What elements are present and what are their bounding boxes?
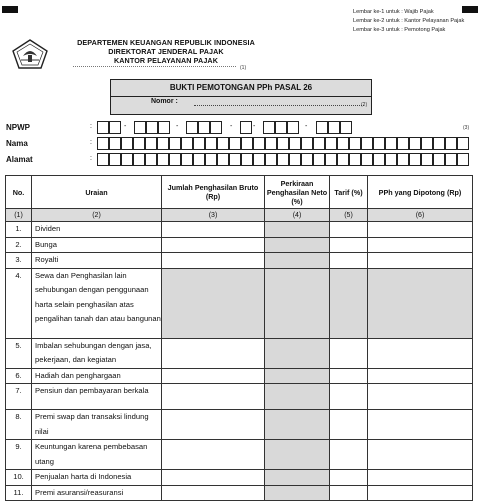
nama-box[interactable] (361, 137, 373, 150)
npwp-colon: : (90, 123, 92, 130)
nama-box[interactable] (301, 137, 313, 150)
cell-pph[interactable] (368, 338, 473, 368)
nama-box[interactable] (373, 137, 385, 150)
alamat-box[interactable] (373, 153, 385, 166)
nama-box[interactable] (121, 137, 133, 150)
npwp-dash-5: - (305, 123, 308, 130)
marker-2: (2) (361, 102, 368, 108)
header-uraian: Uraian (32, 176, 162, 209)
nama-box[interactable] (421, 137, 433, 150)
cell-tarif[interactable] (330, 237, 368, 253)
table-row (6, 384, 473, 410)
npwp-box[interactable] (198, 121, 210, 134)
cell-tarif[interactable] (330, 440, 368, 470)
header-departemen: DEPARTEMEN KEUANGAN REPUBLIK INDONESIA (77, 38, 255, 47)
cell-tarif[interactable] (330, 410, 368, 440)
table-row (6, 440, 473, 470)
npwp-box[interactable] (287, 121, 299, 134)
npwp-box[interactable] (316, 121, 328, 134)
nama-box[interactable] (433, 137, 445, 150)
alamat-box[interactable] (313, 153, 325, 166)
cell-bruto[interactable] (162, 222, 265, 238)
nama-box[interactable] (457, 137, 469, 150)
alamat-box[interactable] (277, 153, 289, 166)
header-kantor: KANTOR PELAYANAN PAJAK (113, 56, 219, 65)
npwp-dash-1: - (124, 123, 127, 130)
alamat-box[interactable] (421, 153, 433, 166)
cell-neto[interactable] (265, 410, 330, 440)
cell-bruto[interactable] (162, 237, 265, 253)
cell-neto[interactable] (265, 440, 330, 470)
alamat-colon: : (90, 155, 92, 162)
alamat-box[interactable] (193, 153, 205, 166)
alamat-box[interactable] (157, 153, 169, 166)
alamat-box[interactable] (397, 153, 409, 166)
row-no: 3. (6, 253, 32, 269)
cell-bruto[interactable] (162, 338, 265, 368)
row-no: 10. (6, 470, 32, 486)
row-uraian: Premi swap dan transaksi lindung nilai (32, 410, 162, 440)
header-bruto: Jumlah Penghasilan Bruto (Rp) (162, 176, 265, 209)
cell-bruto[interactable] (162, 384, 265, 410)
row-no: 7. (6, 384, 32, 410)
colnum-6: (6) (368, 209, 473, 222)
npwp-box[interactable] (109, 121, 121, 134)
table-header-row (6, 176, 473, 209)
alamat-box[interactable] (217, 153, 229, 166)
cell-neto[interactable] (265, 268, 330, 338)
cell-neto[interactable] (265, 384, 330, 410)
row-uraian: Penjualan harta di Indonesia (32, 470, 162, 486)
alamat-box[interactable] (229, 153, 241, 166)
alamat-box[interactable] (181, 153, 193, 166)
alamat-box[interactable] (265, 153, 277, 166)
marker-1: (1) (240, 65, 247, 71)
lembar-3: Lembar ke-3 untuk : Pemotong Pajak (353, 27, 446, 33)
nama-box[interactable] (157, 137, 169, 150)
npwp-box[interactable] (275, 121, 287, 134)
nama-box[interactable] (277, 137, 289, 150)
colnum-4: (4) (265, 209, 330, 222)
cell-pph[interactable] (368, 470, 473, 486)
table-row (6, 268, 473, 338)
cell-neto[interactable] (265, 253, 330, 269)
row-uraian: Keuntungan karena pembebasan utang (32, 440, 162, 470)
alamat-box[interactable] (109, 153, 121, 166)
colnum-3: (3) (162, 209, 265, 222)
alamat-box[interactable] (253, 153, 265, 166)
npwp-dash-2: - (176, 123, 179, 130)
row-uraian: Bunga (32, 237, 162, 253)
nama-box[interactable] (409, 137, 421, 150)
table-row (6, 222, 473, 238)
nama-box[interactable] (445, 137, 457, 150)
alamat-box[interactable] (301, 153, 313, 166)
cell-pph[interactable] (368, 368, 473, 384)
table-row (6, 253, 473, 269)
table-colnum-row (6, 209, 473, 222)
npwp-box[interactable] (263, 121, 275, 134)
alamat-label: Alamat (6, 155, 33, 164)
alamat-box[interactable] (133, 153, 145, 166)
alamat-box[interactable] (121, 153, 133, 166)
npwp-box[interactable] (340, 121, 352, 134)
header-no: No. (6, 176, 32, 209)
npwp-box[interactable] (240, 121, 252, 134)
npwp-box[interactable] (146, 121, 158, 134)
cell-neto[interactable] (265, 338, 330, 368)
npwp-box[interactable] (210, 121, 222, 134)
nama-box[interactable] (313, 137, 325, 150)
cell-tarif[interactable] (330, 470, 368, 486)
alamat-box[interactable] (385, 153, 397, 166)
alamat-box[interactable] (325, 153, 337, 166)
row-no: 1. (6, 222, 32, 238)
alamat-box[interactable] (205, 153, 217, 166)
nomor-field[interactable] (194, 105, 364, 106)
row-uraian: Royalti (32, 253, 162, 269)
header-pph: PPh yang Dipotong (Rp) (368, 176, 473, 209)
nama-box[interactable] (169, 137, 181, 150)
cell-neto[interactable] (265, 368, 330, 384)
row-no: 9. (6, 440, 32, 470)
row-no: 11. (6, 485, 32, 501)
row-no: 8. (6, 410, 32, 440)
npwp-box[interactable] (97, 121, 109, 134)
header-direktorat: DIREKTORAT JENDERAL PAJAK (108, 47, 224, 56)
cell-tarif[interactable] (330, 268, 368, 338)
corner-mark-left (2, 6, 18, 13)
alamat-box[interactable] (169, 153, 181, 166)
colnum-2: (2) (32, 209, 162, 222)
form-title: BUKTI PEMOTONGAN PPh PASAL 26 (111, 80, 371, 97)
nama-box[interactable] (229, 137, 241, 150)
table-row (6, 485, 473, 501)
row-uraian: Dividen (32, 222, 162, 238)
nama-box[interactable] (253, 137, 265, 150)
cell-pph[interactable] (368, 410, 473, 440)
cell-pph[interactable] (368, 440, 473, 470)
alamat-box[interactable] (361, 153, 373, 166)
npwp-label: NPWP (6, 123, 30, 132)
row-no: 5. (6, 338, 32, 368)
alamat-box[interactable] (409, 153, 421, 166)
cell-neto[interactable] (265, 470, 330, 486)
nama-box[interactable] (97, 137, 109, 150)
nama-label: Nama (6, 139, 28, 148)
npwp-dash-4: - (253, 123, 256, 130)
cell-bruto[interactable] (162, 440, 265, 470)
npwp-box[interactable] (328, 121, 340, 134)
npwp-box[interactable] (186, 121, 198, 134)
cell-neto[interactable] (265, 222, 330, 238)
row-no: 2. (6, 237, 32, 253)
title-box (110, 79, 372, 115)
table-row (6, 470, 473, 486)
nama-box[interactable] (241, 137, 253, 150)
nama-box[interactable] (337, 137, 349, 150)
row-uraian: Pensiun dan pembayaran berkala (32, 384, 162, 410)
table-row (6, 237, 473, 253)
nama-box[interactable] (181, 137, 193, 150)
nama-box[interactable] (145, 137, 157, 150)
cell-bruto[interactable] (162, 253, 265, 269)
cell-tarif[interactable] (330, 338, 368, 368)
npwp-box[interactable] (134, 121, 146, 134)
alamat-box[interactable] (289, 153, 301, 166)
nama-box[interactable] (349, 137, 361, 150)
nama-box[interactable] (109, 137, 121, 150)
cell-pph[interactable] (368, 222, 473, 238)
nama-box[interactable] (205, 137, 217, 150)
colnum-5: (5) (330, 209, 368, 222)
row-uraian: Hadiah dan penghargaan (32, 368, 162, 384)
alamat-box[interactable] (457, 153, 469, 166)
nama-box[interactable] (397, 137, 409, 150)
cell-neto[interactable] (265, 237, 330, 253)
row-no: 4. (6, 268, 32, 338)
alamat-box[interactable] (433, 153, 445, 166)
cell-tarif[interactable] (330, 384, 368, 410)
nama-box[interactable] (385, 137, 397, 150)
cell-bruto[interactable] (162, 485, 265, 501)
cell-tarif[interactable] (330, 222, 368, 238)
cell-tarif[interactable] (330, 485, 368, 501)
cell-tarif[interactable] (330, 253, 368, 269)
npwp-dash-3: - (230, 123, 233, 130)
nama-box[interactable] (133, 137, 145, 150)
alamat-box[interactable] (349, 153, 361, 166)
lembar-1: Lembar ke-1 untuk : Wajib Pajak (353, 9, 434, 15)
cell-pph[interactable] (368, 485, 473, 501)
cell-bruto[interactable] (162, 410, 265, 440)
row-uraian: Imbalan sehubungan dengan jasa, pekerjaan, dan kegiatan (32, 338, 162, 368)
corner-mark-right (462, 6, 478, 13)
table-row (6, 410, 473, 440)
kpp-dotted-line[interactable] (73, 66, 236, 67)
income-table (5, 175, 473, 501)
cell-pph[interactable] (368, 384, 473, 410)
nama-box[interactable] (325, 137, 337, 150)
garuda-emblem-icon (10, 38, 50, 70)
alamat-box[interactable] (445, 153, 457, 166)
nama-box[interactable] (193, 137, 205, 150)
alamat-box[interactable] (145, 153, 157, 166)
cell-pph[interactable] (368, 253, 473, 269)
table-row (6, 338, 473, 368)
cell-bruto[interactable] (162, 470, 265, 486)
nama-box[interactable] (265, 137, 277, 150)
lembar-2: Lembar ke-2 untuk : Kantor Pelayanan Pajak (353, 18, 465, 24)
nama-colon: : (90, 139, 92, 146)
row-uraian: Premi asuransi/reasuransi (32, 485, 162, 501)
marker-3: (3) (463, 125, 470, 131)
header-tarif: Tarif (%) (330, 176, 368, 209)
cell-bruto[interactable] (162, 368, 265, 384)
cell-neto[interactable] (265, 485, 330, 501)
npwp-box[interactable] (158, 121, 170, 134)
table-row (6, 368, 473, 384)
header-neto: Perkiraan Penghasilan Neto (%) (265, 176, 330, 209)
nomor-label: Nomor : (151, 98, 178, 105)
colnum-1: (1) (6, 209, 32, 222)
alamat-box[interactable] (337, 153, 349, 166)
row-uraian: Sewa dan Penghasilan lain sehubungan dengan penggunaan harta selain penghasilan atas pengalihan tanah dan atau bangunan (32, 268, 162, 338)
nama-box[interactable] (217, 137, 229, 150)
row-no: 6. (6, 368, 32, 384)
nama-box[interactable] (289, 137, 301, 150)
alamat-box[interactable] (241, 153, 253, 166)
alamat-box[interactable] (97, 153, 109, 166)
cell-bruto[interactable] (162, 268, 265, 338)
cell-pph[interactable] (368, 237, 473, 253)
cell-pph[interactable] (368, 268, 473, 338)
cell-tarif[interactable] (330, 368, 368, 384)
